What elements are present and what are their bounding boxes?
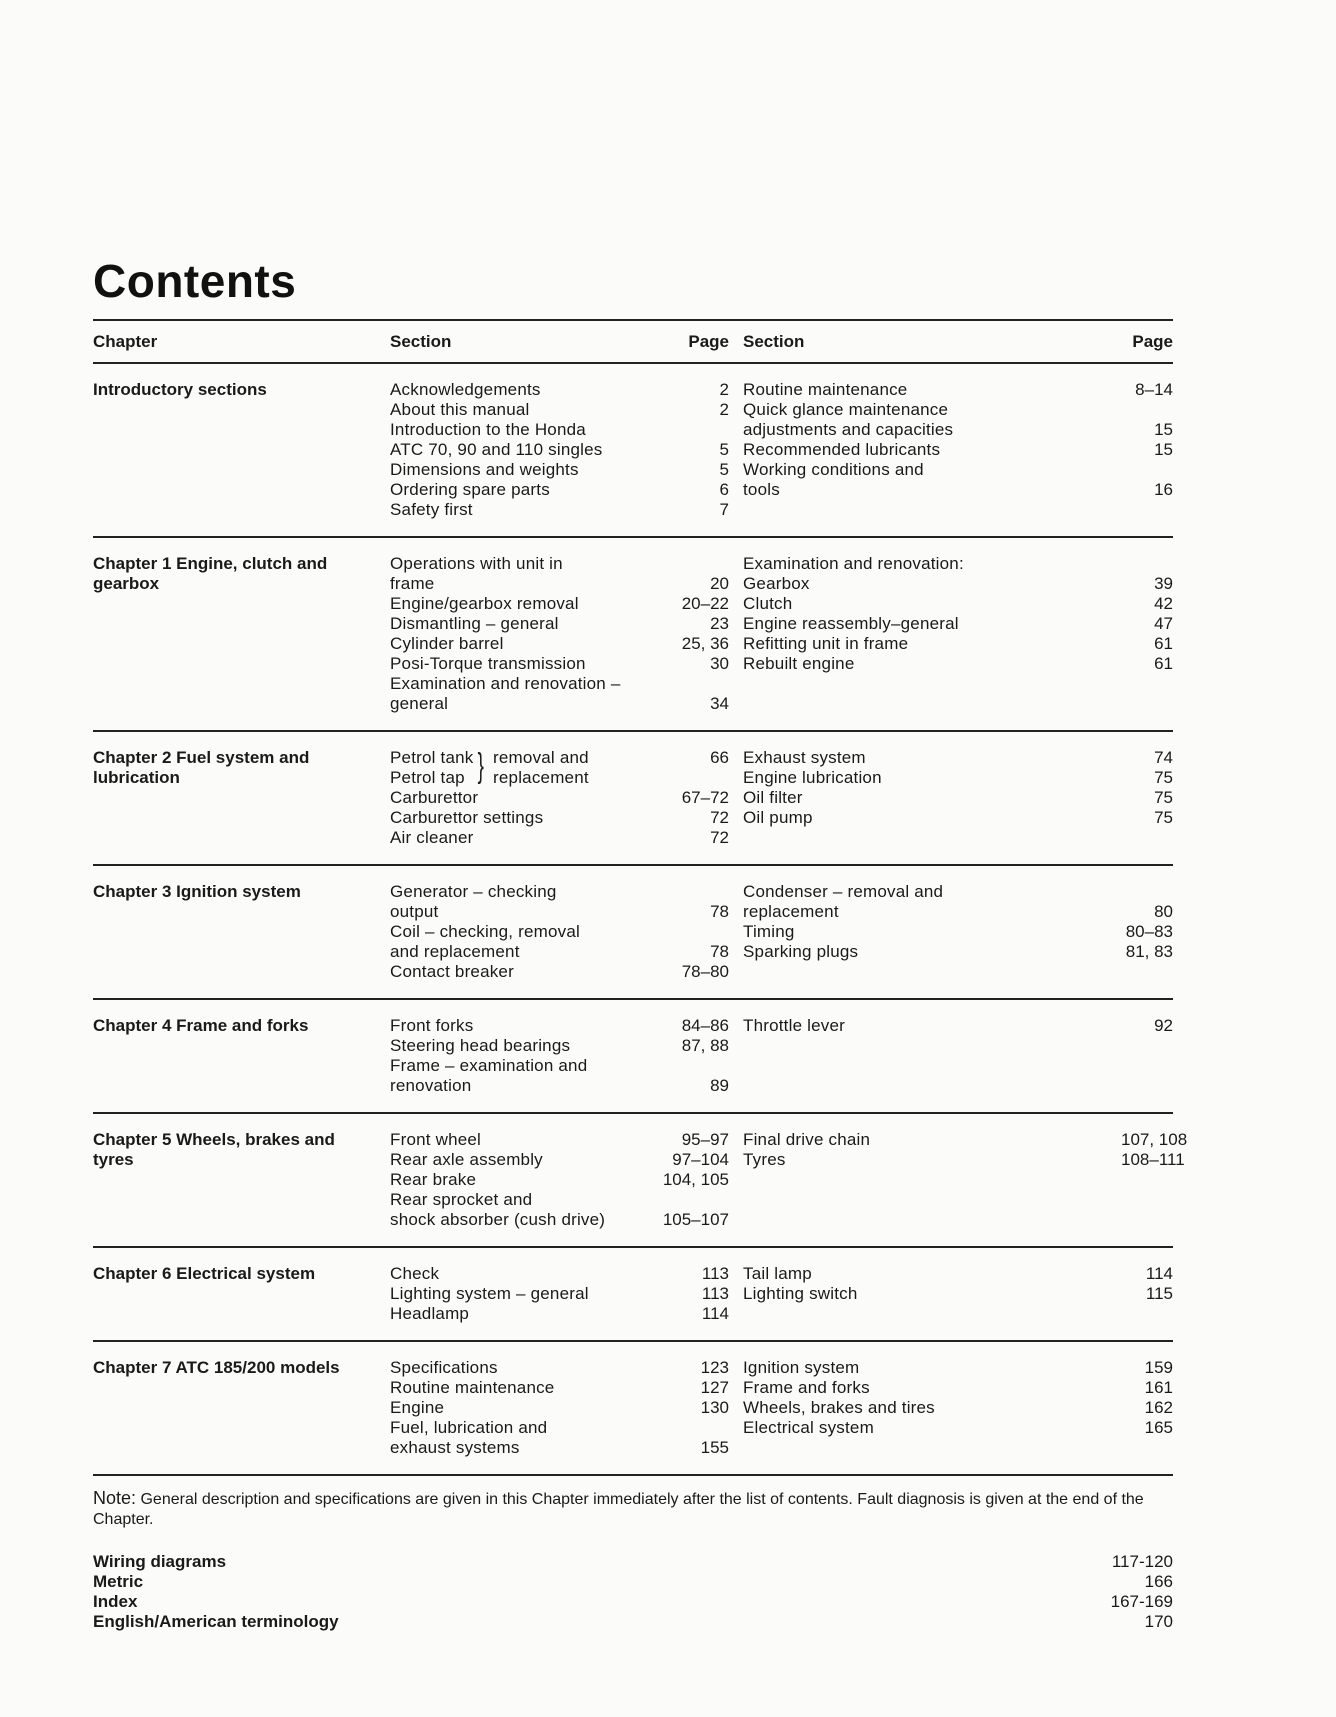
section-entry: Rear axle assembly	[390, 1149, 543, 1169]
page-number	[662, 922, 729, 942]
section-entry	[743, 1056, 1121, 1076]
chapter-block	[93, 866, 1173, 998]
section-entry: Steering head bearings	[390, 1035, 571, 1055]
section-entry: and replacement	[390, 941, 520, 961]
section-entry: Clutch	[743, 593, 793, 613]
section-entry: Generator – checking	[390, 881, 557, 901]
page-number: 170	[1144, 1611, 1173, 1631]
page-number	[1121, 962, 1173, 982]
page-number: 72	[710, 807, 729, 827]
page-number: 15	[1154, 439, 1173, 459]
chapter-block	[93, 1248, 1173, 1340]
page-number: 20–22	[681, 593, 729, 613]
page-number: 7	[719, 499, 729, 519]
page-number: 78	[710, 901, 729, 921]
chapter-block	[93, 1114, 1188, 1246]
extra-entry	[93, 1552, 1173, 1572]
page-number: 74	[1154, 747, 1173, 767]
chapter-title: Chapter 5 Wheels, brakes and tyres	[93, 1129, 335, 1169]
section-entry: Electrical system	[743, 1417, 874, 1437]
section-entry: replacement	[743, 901, 839, 921]
page-number: 5	[719, 459, 729, 479]
page-number: 113	[701, 1263, 729, 1283]
page-number: 66	[710, 747, 729, 767]
section-entry: Check	[390, 1263, 440, 1283]
section-entry: Fuel, lubrication and	[390, 1417, 548, 1437]
section-entry: Engine	[390, 1397, 445, 1417]
section-entry	[743, 1076, 1121, 1096]
section-entry: tools	[743, 479, 780, 499]
page-number: 42	[1154, 593, 1173, 613]
page-number	[1121, 1076, 1173, 1096]
section-entry: Petrol tank	[390, 747, 474, 767]
header-page-2: Page	[1132, 331, 1173, 351]
page-number: 72	[710, 827, 729, 847]
section-entry: About this manual	[390, 399, 530, 419]
section-entry: Introduction to the Honda	[390, 419, 586, 439]
section-entry: Routine maintenance	[390, 1377, 555, 1397]
page-number: 166	[1144, 1571, 1173, 1591]
section-entry	[743, 694, 1121, 714]
page-number	[1121, 1438, 1173, 1458]
section-entry	[743, 828, 1121, 848]
page-number	[1121, 1170, 1173, 1190]
extra-label: Metric	[93, 1571, 144, 1591]
contents-page	[93, 255, 1188, 1632]
page-number: 25, 36	[681, 633, 729, 653]
page-number: 108–111	[1121, 1149, 1185, 1169]
page-number: 78–80	[681, 961, 729, 981]
page-number: 155	[700, 1437, 729, 1457]
page-number: 167-169	[1110, 1591, 1173, 1611]
page-number: 162	[1144, 1397, 1173, 1417]
section-entry: Rear sprocket and	[390, 1189, 533, 1209]
page-number: 115	[1145, 1283, 1173, 1303]
extra-entry	[93, 1612, 1173, 1632]
page-number: 84–86	[681, 1015, 729, 1035]
chapter-title: Introductory sections	[93, 379, 267, 399]
page-number: 127	[700, 1377, 729, 1397]
brace-group	[390, 748, 662, 788]
page-number: 92	[1154, 1015, 1173, 1035]
page-number: 114	[701, 1303, 729, 1323]
note-label: Note:	[93, 1487, 137, 1508]
page-number: 15	[1154, 419, 1173, 439]
section-entry: Safety first	[390, 499, 473, 519]
page-number	[1121, 1056, 1173, 1076]
section-entry: Lighting system – general	[390, 1283, 589, 1303]
page-number	[1121, 828, 1173, 848]
page-number: 78	[710, 941, 729, 961]
note	[93, 1488, 1173, 1530]
section-entry: Cylinder barrel	[390, 633, 504, 653]
chapter-title: Chapter 1 Engine, clutch and gearbox	[93, 553, 328, 593]
section-entry: output	[390, 901, 439, 921]
section-entry: Dimensions and weights	[390, 459, 579, 479]
page-number	[1121, 500, 1173, 520]
section-entry: Tyres	[743, 1149, 786, 1169]
page-number: 75	[1154, 767, 1173, 787]
section-entry: adjustments and capacities	[743, 419, 954, 439]
page-number: 97–104	[672, 1149, 729, 1169]
section-entry: general	[390, 693, 449, 713]
chapter-title: Chapter 3 Ignition system	[93, 881, 301, 901]
page-number: 87, 88	[681, 1035, 729, 1055]
page-number: 80–83	[1125, 921, 1173, 941]
header-chapter: Chapter	[93, 331, 158, 351]
page-number: 107, 108	[1121, 1129, 1188, 1149]
section-entry: Front forks	[390, 1015, 474, 1035]
section-entry: Exhaust system	[743, 747, 866, 767]
page-number: 80	[1154, 901, 1173, 921]
page-number: 159	[1144, 1357, 1173, 1377]
section-entry: Oil filter	[743, 787, 803, 807]
section-entry: Contact breaker	[390, 961, 514, 981]
page-number	[662, 674, 729, 694]
chapter-block	[93, 538, 1173, 730]
section-entry: Final drive chain	[743, 1129, 871, 1149]
section-entry: Ordering spare parts	[390, 479, 550, 499]
page-number	[662, 1418, 729, 1438]
header-section-2: Section	[743, 331, 805, 351]
section-entry: Oil pump	[743, 807, 813, 827]
page-number	[662, 420, 729, 440]
section-entry: Air cleaner	[390, 827, 474, 847]
page-number	[662, 768, 729, 788]
section-entry: Engine/gearbox removal	[390, 593, 579, 613]
page-number: 104, 105	[662, 1169, 729, 1189]
section-entry: Quick glance maintenance	[743, 399, 949, 419]
page-number: 113	[701, 1283, 729, 1303]
section-entry: Frame and forks	[743, 1377, 870, 1397]
page-number: 39	[1154, 573, 1173, 593]
extra-label: Index	[93, 1591, 138, 1611]
section-entry: Routine maintenance	[743, 379, 908, 399]
page-number: 2	[719, 399, 729, 419]
page-number	[1121, 1190, 1173, 1210]
page-number	[662, 882, 729, 902]
page-number	[1121, 674, 1173, 694]
extra-label: English/American terminology	[93, 1611, 339, 1631]
chapter-divider	[93, 1474, 1173, 1476]
section-entry: Refitting unit in frame	[743, 633, 909, 653]
chapter-block	[93, 1000, 1173, 1112]
header-page: Page	[688, 331, 729, 351]
section-entry: Front wheel	[390, 1129, 482, 1149]
page-number: 165	[1144, 1417, 1173, 1437]
page-number: 61	[1154, 653, 1173, 673]
section-entry: Lighting switch	[743, 1283, 858, 1303]
section-entry: Rebuilt engine	[743, 653, 855, 673]
section-entry: Wheels, brakes and tires	[743, 1397, 935, 1417]
section-entry: Engine lubrication	[743, 767, 882, 787]
right-brace-icon: }	[478, 746, 485, 785]
section-entry: Condenser – removal and	[743, 881, 944, 901]
section-entry: exhaust systems	[390, 1437, 520, 1457]
chapter-title: Chapter 7 ATC 185/200 models	[93, 1357, 340, 1377]
brace-text: removal and	[493, 747, 589, 767]
section-entry: Acknowledgements	[390, 379, 541, 399]
extra-entry	[93, 1572, 1173, 1592]
page-number: 61	[1154, 633, 1173, 653]
page-number	[662, 554, 729, 574]
page-number	[1121, 882, 1173, 902]
section-entry: Recommended lubricants	[743, 439, 941, 459]
section-entry	[743, 1170, 1121, 1190]
section-entry: Specifications	[390, 1357, 498, 1377]
chapter-block	[93, 1342, 1173, 1474]
section-entry: Operations with unit in	[390, 553, 563, 573]
section-entry: Posi-Torque transmission	[390, 653, 586, 673]
section-entry: Working conditions and	[743, 459, 924, 479]
page-number: 89	[710, 1075, 729, 1095]
page-number: 161	[1144, 1377, 1173, 1397]
extra-label: Wiring diagrams	[93, 1551, 227, 1571]
section-entry	[743, 1190, 1121, 1210]
page-number	[1121, 1304, 1173, 1324]
section-entry: Examination and renovation:	[743, 553, 964, 573]
section-entry: Timing	[743, 921, 795, 941]
page-number	[1121, 1210, 1173, 1230]
page-number: 75	[1154, 787, 1173, 807]
section-entry	[743, 1304, 1121, 1324]
page-number: 81, 83	[1125, 941, 1173, 961]
section-entry: Gearbox	[743, 573, 810, 593]
section-entry: ATC 70, 90 and 110 singles	[390, 439, 603, 459]
extras-list	[93, 1552, 1173, 1632]
section-entry: Carburettor settings	[390, 807, 544, 827]
page-number	[1121, 400, 1173, 420]
page-number	[1121, 1036, 1173, 1056]
section-entry: Carburettor	[390, 787, 479, 807]
chapter-block	[93, 364, 1173, 536]
page-number: 75	[1154, 807, 1173, 827]
page-number: 2	[719, 379, 729, 399]
chapter-title: Chapter 4 Frame and forks	[93, 1015, 309, 1035]
section-entry: Rear brake	[390, 1169, 477, 1189]
section-entry	[743, 1210, 1121, 1230]
section-entry: shock absorber (cush drive)	[390, 1209, 606, 1229]
page-number: 6	[719, 479, 729, 499]
page-number	[662, 1190, 729, 1210]
section-entry: Tail lamp	[743, 1263, 812, 1283]
section-entry	[743, 500, 1121, 520]
page-number	[1121, 460, 1173, 480]
page-number: 105–107	[662, 1209, 729, 1229]
page-number: 95–97	[681, 1129, 729, 1149]
page-number: 123	[700, 1357, 729, 1377]
page-number: 8–14	[1135, 379, 1173, 399]
page-number: 130	[700, 1397, 729, 1417]
section-entry: renovation	[390, 1075, 472, 1095]
page-number: 5	[719, 439, 729, 459]
extra-entry	[93, 1592, 1173, 1612]
section-entry: Examination and renovation –	[390, 673, 621, 693]
note-text: General description and specifications are given in this Chapter immediately after the list of contents. Fault diagnosis is given at the end of the Chapter.	[93, 1490, 1144, 1528]
page-number	[662, 1056, 729, 1076]
page-number: 117-120	[1111, 1551, 1173, 1571]
section-entry	[743, 1438, 1121, 1458]
chapter-list	[93, 364, 1188, 1476]
section-entry: Headlamp	[390, 1303, 470, 1323]
page-number: 114	[1145, 1263, 1173, 1283]
section-entry: frame	[390, 573, 435, 593]
page-title: Contents	[93, 255, 297, 307]
page-number: 20	[710, 573, 729, 593]
chapter-title: Chapter 6 Electrical system	[93, 1263, 316, 1283]
page-number: 34	[710, 693, 729, 713]
page-number	[1121, 554, 1173, 574]
section-entry: Sparking plugs	[743, 941, 859, 961]
section-entry: Petrol tap	[390, 767, 465, 787]
brace-text: replacement	[493, 767, 589, 787]
header-section: Section	[390, 331, 452, 351]
page-number	[1121, 694, 1173, 714]
page-number: 67–72	[681, 787, 729, 807]
section-entry: Ignition system	[743, 1357, 860, 1377]
page-number: 30	[710, 653, 729, 673]
chapter-title: Chapter 2 Fuel system and lubrication	[93, 747, 310, 787]
section-entry	[743, 1036, 1121, 1056]
page-number: 16	[1154, 479, 1173, 499]
section-entry: Coil – checking, removal	[390, 921, 580, 941]
page-number: 23	[710, 613, 729, 633]
table-header	[93, 321, 1173, 362]
section-entry	[743, 674, 1121, 694]
section-entry: Engine reassembly–general	[743, 613, 959, 633]
section-entry: Dismantling – general	[390, 613, 559, 633]
section-entry: Throttle lever	[743, 1015, 846, 1035]
chapter-block	[93, 732, 1173, 864]
section-entry	[743, 962, 1121, 982]
section-entry: Frame – examination and	[390, 1055, 588, 1075]
page-number: 47	[1154, 613, 1173, 633]
